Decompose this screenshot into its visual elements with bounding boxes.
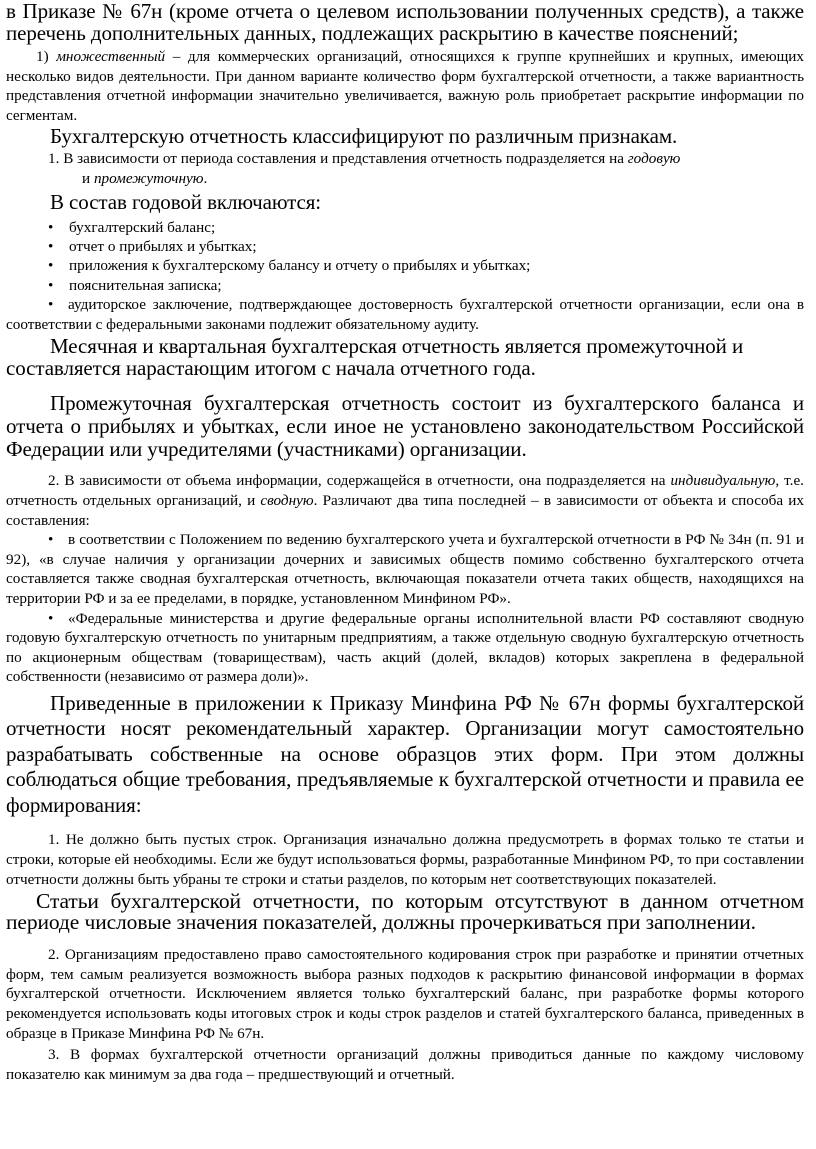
paragraph-two-years: 3. В формах бухгалтерской отчетности организаций должны приводиться данные по каждому числовому показателю как минимум за два года – предшествующий и отчетный.	[6, 1046, 804, 1083]
list-item	[6, 295, 804, 334]
list-item	[6, 256, 804, 275]
paragraph-text: , т.е. отчетность отдельных организаций, и	[6, 472, 804, 509]
heading-classification: Бухгалтерскую отчетность классифицируют по различным признакам.	[50, 124, 678, 149]
paragraph-multiple-variant	[6, 47, 804, 125]
list-item-text: в соответствии с Положением по ведению бухгалтерского учета и бухгалтерской отчетности в РФ № 34н (п. 91 и 92), «в случае наличия у организации дочерних и зависимых обществ помимо собственно бухгалтерского отчета составляется также сводная бухгалтерская отчетность, включающая показатели отчета таких обществ, находящихся на территории РФ и за ее пределами, в порядке, установленном Минфином РФ».	[6, 531, 804, 607]
term-individual: индивидуальную	[670, 472, 776, 490]
bullet-icon: •	[48, 276, 54, 294]
list-item	[6, 609, 804, 687]
list-item-text: пояснительная записка;	[69, 276, 222, 294]
paragraph-interim-composition: Промежуточная бухгалтерская отчетность состоит из бухгалтерского баланса и отчета о прибылях и убытках, если иное не установлено законодательством Российской Федерации или учредителями (участниками) организации.	[6, 391, 804, 462]
list-item	[6, 237, 804, 256]
paragraph-dash-fill: Статьи бухгалтерской отчетности, по которым отсутствуют в данном отчетном периоде числовые значения показателей, должны прочеркиваться при заполнении.	[6, 889, 804, 935]
list-item-text: аудиторское заключение, подтверждающее достоверность бухгалтерской отчетности организации, если она в соответствии с федеральными законами подлежит обязательному аудиту.	[6, 296, 804, 333]
paragraph-period-classification	[6, 149, 804, 188]
paragraph-text: 2. В зависимости от объема информации, содержащейся в отчетности, она подразделяется на	[48, 472, 671, 490]
conjunction: и	[82, 169, 94, 187]
paragraph-row-coding: 2. Организациям предоставлено право самостоятельного кодирования строк при разработке и принятии отчетных форм, тем самым реализуется возможность выбора разных подходов к раскрытию финансовой информации в формах бухгалтерской отчетности. Исключением является только бухгалтерский баланс, при разработке формы которого рекомендуется использовать коды итоговых строк и коды строк разделов и статей бухгалтерского баланса, приведенных в образце в Приказе Минфина РФ № 67н.	[6, 946, 804, 1042]
paragraph-text: 1. В зависимости от периода составления и представления отчетность подразделяется на	[48, 150, 628, 168]
bullet-icon: •	[48, 531, 54, 549]
paragraph-no-empty-rows: 1. Не должно быть пустых строк. Организация изначально должна предусмотреть в формах только те статьи и строки, которые ей необходимы. Если же будут использоваться формы, разработанные Минфином РФ, то при составлении отчетности должны быть убраны те строки и статьи разделов, по которым нет соответствующих показателей.	[6, 831, 804, 888]
term-annual: годовую	[627, 150, 681, 168]
consolidated-list	[6, 530, 804, 687]
paragraph-volume-classification	[6, 471, 804, 530]
list-item	[6, 218, 804, 237]
list-item	[6, 530, 804, 608]
list-item	[6, 276, 804, 295]
term-interim: промежуточную	[93, 169, 204, 187]
bullet-icon: •	[48, 609, 54, 627]
paragraph-monthly-quarterly: Месячная и квартальная бухгалтерская отчетность является промежуточной и составляется нарастающим итогом с начала отчетного года.	[6, 334, 744, 381]
bullet-icon: •	[48, 257, 54, 275]
paragraph-text: – для коммерческих организаций, относящихся к группе крупнейших и крупных, имеющих несколько видов деятельности. При данном варианте количество форм бухгалтерской отчетности, а также вариантность представления отчетной информации значительно увеличивается, важную роль приобретает раскрытие информации по сегментам.	[6, 48, 804, 124]
term-multiple: множественный	[56, 48, 166, 65]
bullet-icon: •	[48, 237, 54, 255]
bullet-icon: •	[48, 218, 54, 236]
list-item-text: «Федеральные министерства и другие федеральные органы исполнительной власти РФ составляют сводную годовую бухгалтерскую отчетность по унитарным предприятиям, а также отдельную сводную бухгалтерскую отчетность по акционерным обществам (товариществам), часть акций (долей, вкладов) которых закреплена в федеральной собственности (независимо от размера доли)».	[6, 609, 804, 686]
paragraph-text: . Различают два типа последней – в зависимости от объекта и способа их составления:	[6, 491, 804, 529]
paragraph-intro: в Приказе № 67н (кроме отчета о целевом использовании полученных средств), а также перечень дополнительных данных, подлежащих раскрытию в качестве пояснений;	[6, 0, 804, 45]
annual-list	[6, 218, 804, 335]
list-item-text: приложения к бухгалтерскому балансу и отчету о прибылях и убытках;	[69, 257, 531, 275]
list-number: 1)	[36, 48, 49, 65]
list-item-text: отчет о прибылях и убытках;	[69, 237, 257, 255]
term-consolidated: сводную	[260, 491, 314, 509]
period-mark: .	[203, 169, 208, 187]
bullet-icon: •	[48, 296, 54, 314]
paragraph-recommended-forms: Приведенные в приложении к Приказу Минфина РФ № 67н формы бухгалтерской отчетности носят рекомендательный характер. Организации могут самостоятельно разрабатывать собственные на основе образцов этих форм. При этом должны соблюдаться общие требования, предъявляемые к бухгалтерской отчетности и правила ее формирования:	[6, 690, 804, 817]
list-item-text: бухгалтерский баланс;	[69, 218, 216, 236]
heading-annual-composition: В состав годовой включаются:	[50, 189, 322, 214]
